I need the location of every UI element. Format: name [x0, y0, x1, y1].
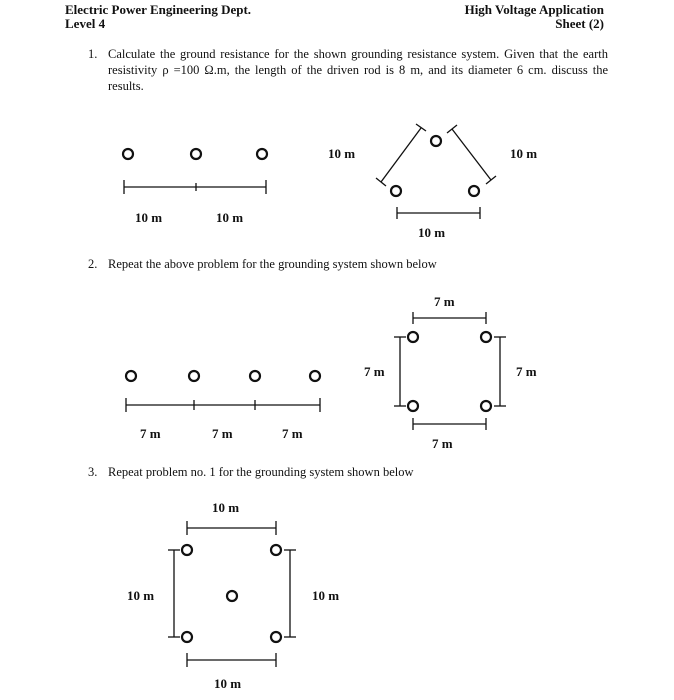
ground-rod-center — [227, 591, 237, 601]
question-3-number: 3. — [88, 465, 98, 479]
ground-rod — [391, 186, 401, 196]
ground-rod — [481, 401, 491, 411]
ground-rod — [271, 545, 281, 555]
question-1-number: 1. — [88, 47, 98, 61]
ground-rod — [481, 332, 491, 342]
fig3-square-right-label: 10 m — [312, 588, 340, 603]
ground-rod — [408, 332, 418, 342]
fig1-spacing-label: 10 m — [216, 210, 244, 225]
ground-rod — [182, 545, 192, 555]
fig2-square-left-label: 7 m — [364, 364, 385, 379]
fig1-spacing-label: 10 m — [135, 210, 163, 225]
ground-rod — [123, 149, 133, 159]
fig2-square-arrangement — [408, 332, 491, 411]
ground-rod — [126, 371, 136, 381]
fig2-spacing-label: 7 m — [140, 426, 161, 441]
question-1-text: Calculate the ground resistance for the shown grounding resistance system. Given that the earth resistivity ρ =100 Ω.m, the length of the driven rod is 8 m, and its diameter 6 cm. discuss the results. — [108, 47, 608, 93]
fig1-triangle-arrangement — [391, 136, 479, 196]
sheet-number: Sheet (2) — [555, 16, 604, 31]
fig1-triangle-dimensions — [376, 124, 496, 219]
question-2-text: Repeat the above problem for the grounding system shown below — [108, 257, 437, 271]
ground-rod — [408, 401, 418, 411]
fig1-triangle-base-label: 10 m — [418, 225, 446, 240]
fig3-square-bottom-label: 10 m — [214, 676, 242, 691]
fig3-square-top-label: 10 m — [212, 500, 240, 515]
ground-rod — [182, 632, 192, 642]
ground-rod — [469, 186, 479, 196]
dept-name: Electric Power Engineering Dept. — [65, 2, 252, 17]
fig2-square-dimensions — [394, 312, 506, 430]
fig2-square-right-label: 7 m — [516, 364, 537, 379]
level-label: Level 4 — [65, 16, 106, 31]
question-3-text: Repeat problem no. 1 for the grounding system shown below — [108, 465, 414, 479]
fig2-square-top-label: 7 m — [434, 294, 455, 309]
fig2-spacing-label: 7 m — [282, 426, 303, 441]
ground-rod — [257, 149, 267, 159]
question-2-number: 2. — [88, 257, 98, 271]
fig1-triangle-left-label: 10 m — [328, 146, 356, 161]
ground-rod — [431, 136, 441, 146]
ground-rod — [189, 371, 199, 381]
ground-rod — [191, 149, 201, 159]
fig1-line-arrangement — [123, 149, 267, 159]
fig1-triangle-right-label: 10 m — [510, 146, 538, 161]
fig2-spacing-label: 7 m — [212, 426, 233, 441]
fig1-line-dimension — [124, 180, 266, 194]
fig3-square-arrangement — [182, 545, 281, 642]
fig2-square-bottom-label: 7 m — [432, 436, 453, 451]
ground-rod — [271, 632, 281, 642]
fig3-square-left-label: 10 m — [127, 588, 155, 603]
fig3-square-dimensions — [168, 521, 296, 667]
ground-rod — [310, 371, 320, 381]
ground-rod — [250, 371, 260, 381]
course-title: High Voltage Application — [464, 2, 604, 17]
fig2-line-dimension — [126, 398, 320, 412]
fig2-line-arrangement — [126, 371, 320, 381]
